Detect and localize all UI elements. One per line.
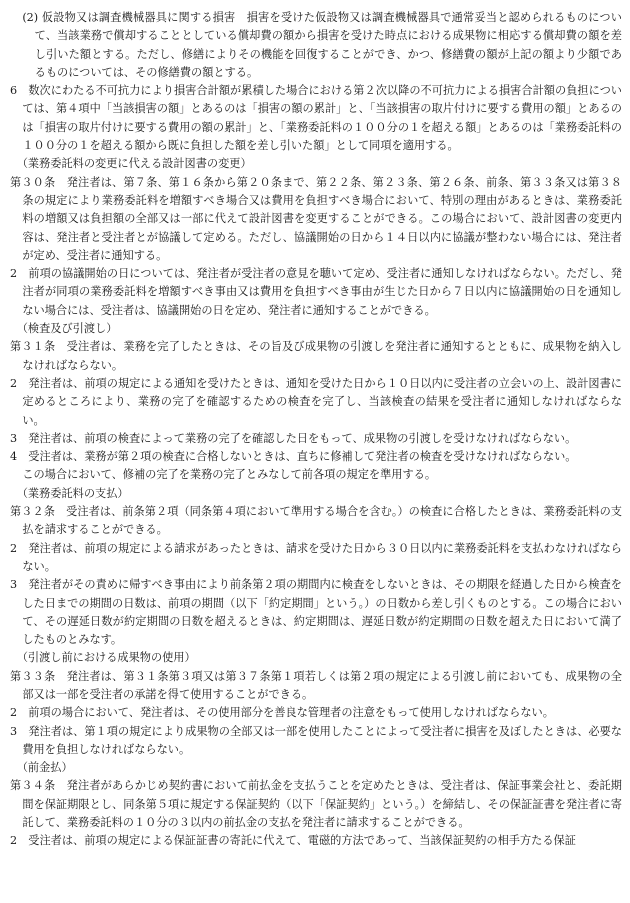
article-caption: （引渡し前における成果物の使用）: [16, 651, 196, 665]
article-caption: （前金払）: [16, 761, 73, 775]
article-30-para-2: 2 前項の協議開始の日については、発注者が受注者の意見を聴いて定め、受注者に通知しなければならない。ただし、発注者が同項の業務委託料を増額すべき事由又は費用を負担すべき事由が生じた日から７日以内に協議開始の日を通知しない場合には、受注者は、協議開始の日を定め、発注者に通知することができる。: [10, 267, 622, 317]
article-33-para-2: 2 前項の場合において、発注者は、その使用部分を善良な管理者の注意をもって使用しなければならない。: [10, 706, 554, 720]
article-31: 第３１条 受注者は、業務を完了したときは、その旨及び成果物の引渡しを発注者に通知するとともに、成果物を納入しなければならない。: [10, 340, 622, 372]
article-34: 第３４条 発注者があらかじめ契約書において前払金を支払うことを定めたときは、受注者は、保証事業会社と、委託期間を保証期限とし、同条第５項に規定する保証契約（以下「保証契約」という。）を締結し、その保証証書を発注者に寄託して、業務委託料の１０分の３以内の前払金の支払を発注者に請求することができる。: [10, 779, 622, 830]
paragraph-item-2: (2) 仮設物又は調査機械器具に関する損害 損害を受けた仮設物又は調査機械器具で通常妥当と認められるものについて、当該業務で償却することとしている償却費の額から損害を受けた時点における成果物に相応する償却費の額を差し引いた額とする。ただし、修繕によりその機能を回復することができ、かつ、修繕費の額が上記の額より少額であるものについては、その修繕費の額とする。: [22, 11, 622, 79]
article-caption: （業務委託料の変更に代える設計図書の変更）: [16, 157, 252, 171]
article-31-para-4: 4 受注者は、業務が第２項の検査に合格しないときは、直ちに修補して発注者の検査を受けなければならない。: [10, 450, 577, 464]
article-caption: （検査及び引渡し）: [16, 322, 118, 336]
article-32: 第３２条 受注者は、前条第２項（同条第４項において準用する場合を含む。）の検査に合格したときは、業務委託料の支払を請求することができる。: [10, 505, 622, 537]
article-31-para-2: 2 発注者は、前項の規定による通知を受けたときは、通知を受けた日から１０日以内に受注者の立会いの上、設計図書に定めるところにより、業務の完了を確認するための検査を完了し、当該検査の結果を受注者に通知しなければならない。: [10, 376, 622, 427]
article-31-para-4-continued: この場合において、修補の完了を業務の完了とみなして前各項の規定を準用する。: [22, 468, 437, 482]
article-32-para-3: 3 発注者がその責めに帰すべき事由により前条第２項の期間内に検査をしないときは、その期限を経過した日から検査をした日までの期間の日数は、前項の期間（以下「約定期間」という。）の日数から差し引くものとする。この場合において、その遅延日数が約定期間の日数を超えるときは、約定期間は、遅延日数が約定期間の日数を超えた日において満了したものとみなす。: [10, 578, 622, 647]
article-33: 第３３条 発注者は、第３１条第３項又は第３７条第１項若しくは第２項の規定による引渡し前においても、成果物の全部又は一部を受注者の承諾を得て使用することができる。: [10, 669, 622, 701]
article-34-para-2: 2 受注者は、前項の規定による保証証書の寄託に代えて、電磁的方法であって、当該保証契約の相手方たる保証: [10, 834, 576, 848]
paragraph-6: 6 数次にわたる不可抗力により損害合計額が累積した場合における第２次以降の不可抗力による損害合計額の負担については、第４項中「当該損害の額」とあるのは「損害の額の累計」と、「当該損害の取片付けに要する費用の額」とあるのは「損害の取片付けに要する費用の額の累計」と、「業務委託料の１００分の１を超える額」とあるのは「業務委託料の１００分の１を超える額から既に負担した額を差し引いた額」として同項を適用する。: [10, 84, 622, 153]
article-caption: （業務委託料の支払）: [16, 486, 129, 500]
article-32-para-2: 2 発注者は、前項の規定による請求があったときは、請求を受けた日から３０日以内に業務委託料を支払わなければならない。: [10, 541, 622, 573]
article-33-para-3: 3 発注者は、第１項の規定により成果物の全部又は一部を使用したことによって受注者に損害を及ぼしたときは、必要な費用を負担しなければならない。: [10, 724, 622, 756]
article-30: 第３０条 発注者は、第７条、第１６条から第２０条まで、第２２条、第２３条、第２６条、前条、第３３条又は第３８条の規定により業務委託料を増額すべき場合又は費用を負担すべき場合において、特別の理由があるときは、業務委託料の増額又は負担額の全部又は一部に代えて設計図書を変更することができる。この場合において、設計図書の変更内容は、発注者と受注者とが協議して定める。ただし、協議開始の日から１４日以内に協議が整わない場合には、発注者が定め、受注者に通知する。: [10, 175, 622, 262]
article-31-para-3: 3 発注者は、前項の検査によって業務の完了を確認した日をもって、成果物の引渡しを受けなければならない。: [10, 431, 577, 445]
